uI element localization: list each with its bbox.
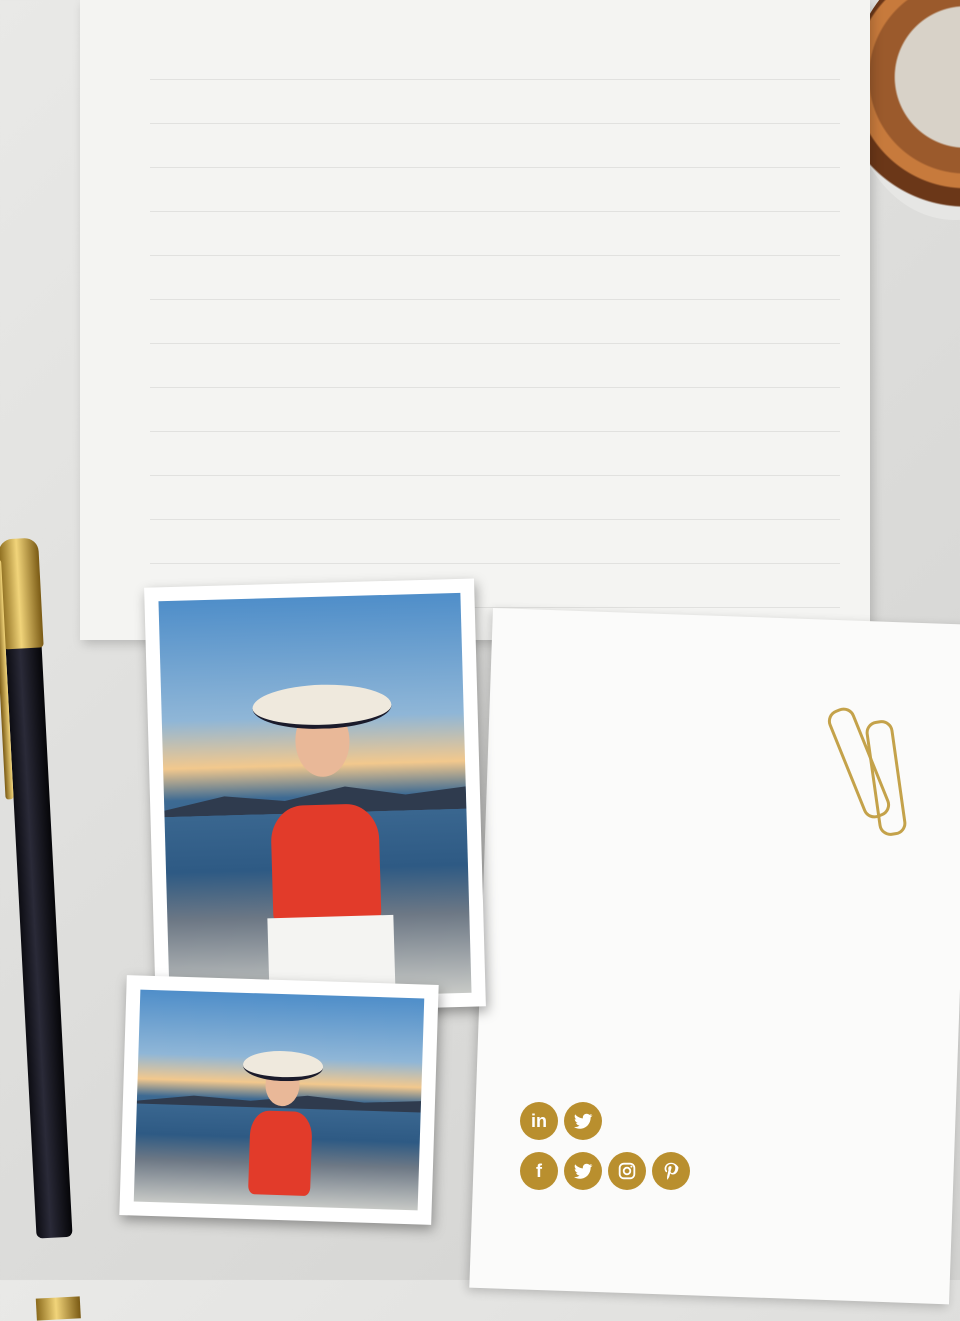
- ruled-lines: [150, 36, 840, 620]
- note-spiral-binding: [505, 590, 960, 630]
- follow-us-group: [520, 1152, 702, 1190]
- editor-photo-large: [144, 578, 486, 1015]
- pinterest-icon[interactable]: [652, 1152, 690, 1190]
- instagram-icon[interactable]: [608, 1152, 646, 1190]
- facebook-icon[interactable]: f: [520, 1152, 558, 1190]
- twitter-icon[interactable]: [564, 1152, 602, 1190]
- postscript: [525, 878, 925, 898]
- note-card: [469, 608, 960, 1304]
- editor-letter: [181, 85, 821, 107]
- twitter-icon[interactable]: [564, 1102, 602, 1140]
- editor-photo-small: [119, 975, 438, 1225]
- follow-me-group: [520, 1102, 614, 1140]
- linkedin-icon[interactable]: in: [520, 1102, 558, 1140]
